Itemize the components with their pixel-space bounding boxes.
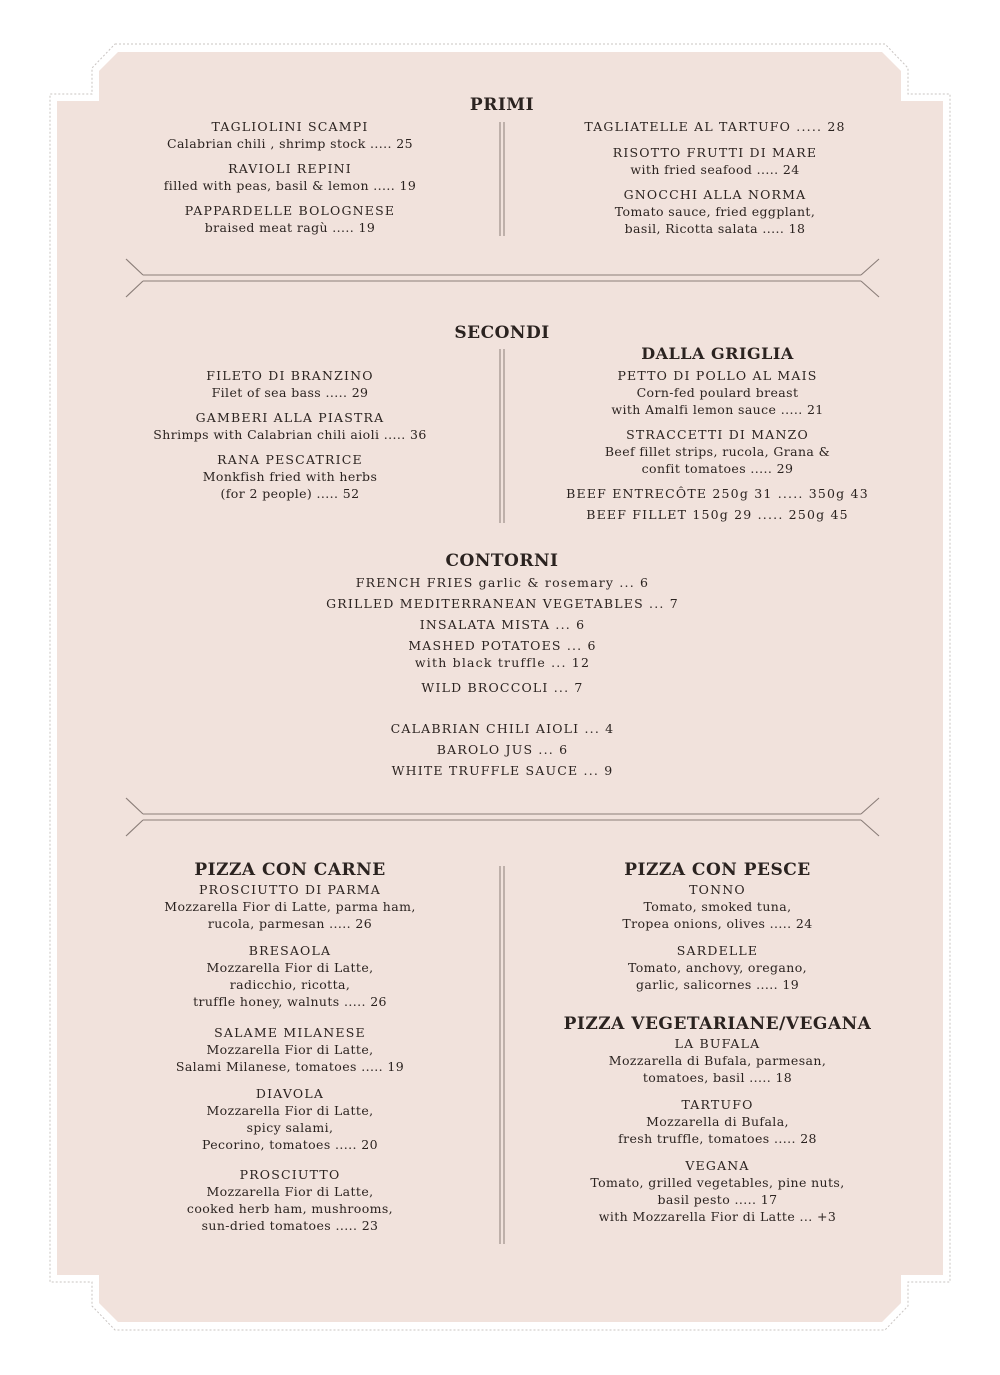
side-dish: FRENCH FRIES garlic & rosemary ... 6 bbox=[355, 575, 650, 590]
side-dish-option: with black truffle ... 12 bbox=[414, 655, 591, 670]
dish-description: Filet of sea bass ..... 29 bbox=[211, 385, 369, 400]
dish-name: FILETO DI BRANZINO bbox=[206, 368, 374, 383]
dish-description: (for 2 people) ..... 52 bbox=[220, 486, 360, 501]
dish-name: RAVIOLI REPINI bbox=[228, 161, 352, 176]
dish-description: Pecorino, tomatoes ..... 20 bbox=[201, 1137, 378, 1152]
dish-description: basil pesto ..... 17 bbox=[657, 1192, 778, 1207]
side-dish: GRILLED MEDITERRANEAN VEGETABLES ... 7 bbox=[326, 596, 679, 611]
dish-description: basil, Ricotta salata ..... 18 bbox=[624, 221, 806, 236]
pizza-carne-column bbox=[115, 860, 465, 1242]
dish-description: Calabrian chili , shrimp stock ..... 25 bbox=[166, 136, 413, 151]
dish-name: BRESAOLA bbox=[248, 943, 332, 958]
primi-title: PRIMI bbox=[469, 95, 535, 115]
dish-name: PROSCIUTTO bbox=[239, 1167, 341, 1182]
pizza-pesce-column bbox=[540, 860, 895, 1233]
dish-name: SALAME MILANESE bbox=[214, 1025, 366, 1040]
sauce: CALABRIAN CHILI AIOLI ... 4 bbox=[390, 721, 615, 736]
sauce: BAROLO JUS ... 6 bbox=[436, 742, 569, 757]
dish-description: Mozzarella Fior di Latte, bbox=[206, 1042, 374, 1057]
dish-description: Mozzarella Fior di Latte, parma ham, bbox=[164, 899, 416, 914]
menu-item bbox=[540, 1035, 895, 1086]
side-dish: MASHED POTATOES ... 6 bbox=[408, 638, 597, 653]
secondi-left-column bbox=[120, 367, 460, 510]
dish-description: garlic, salicornes ..... 19 bbox=[635, 977, 800, 992]
primi-right-column bbox=[545, 118, 885, 245]
dish-description: truffle honey, walnuts ..... 26 bbox=[193, 994, 387, 1009]
dish-description: braised meat ragù ..... 19 bbox=[204, 220, 376, 235]
sauce: WHITE TRUFFLE SAUCE ... 9 bbox=[391, 763, 614, 778]
menu-item bbox=[120, 118, 460, 152]
menu-item bbox=[540, 485, 895, 502]
dish-name: RANA PESCATRICE bbox=[217, 452, 363, 467]
menu-item bbox=[540, 367, 895, 418]
primi-left-column bbox=[120, 118, 460, 244]
dish-description: tomatoes, basil ..... 18 bbox=[642, 1070, 793, 1085]
dish-description: fresh truffle, tomatoes ..... 28 bbox=[618, 1131, 817, 1146]
menu-item bbox=[120, 451, 460, 502]
menu-item bbox=[115, 942, 465, 1010]
menu-item bbox=[540, 1096, 895, 1147]
secondi-title: SECONDI bbox=[454, 323, 550, 343]
menu-item bbox=[115, 1166, 465, 1234]
dish-description: spicy salami, bbox=[246, 1120, 334, 1135]
menu-item bbox=[120, 367, 460, 401]
dish-name: STRACCETTI DI MANZO bbox=[626, 427, 809, 442]
dish-description: Shrimps with Calabrian chili aioli ..... 36 bbox=[153, 427, 427, 442]
dish-description: Mozzarella di Bufala, bbox=[646, 1114, 789, 1129]
menu-item bbox=[540, 881, 895, 932]
dish-name: DIAVOLA bbox=[255, 1086, 325, 1101]
dish-description: sun-dried tomatoes ..... 23 bbox=[201, 1218, 379, 1233]
menu-item bbox=[545, 186, 885, 237]
dish-name: LA BUFALA bbox=[674, 1036, 761, 1051]
pizza-pesce-title: PIZZA CON PESCE bbox=[624, 860, 811, 880]
menu-item bbox=[540, 426, 895, 477]
menu-item bbox=[120, 409, 460, 443]
dish-description: with Mozzarella Fior di Latte ... +3 bbox=[598, 1209, 837, 1224]
dish-description: Tomato, grilled vegetables, pine nuts, bbox=[590, 1175, 845, 1190]
dish-description: cooked herb ham, mushrooms, bbox=[186, 1201, 394, 1216]
menu-item bbox=[540, 1157, 895, 1225]
dish-name: TAGLIATELLE AL TARTUFO ..... 28 bbox=[584, 119, 846, 134]
dish-name: GAMBERI ALLA PIASTRA bbox=[195, 410, 385, 425]
dish-description: Tomato, smoked tuna, bbox=[643, 899, 792, 914]
dish-name: TAGLIOLINI SCAMPI bbox=[211, 119, 369, 134]
dish-description: confit tomatoes ..... 29 bbox=[641, 461, 794, 476]
pizza-carne-title: PIZZA CON CARNE bbox=[194, 860, 386, 880]
side-dish: WILD BROCCOLI ... 7 bbox=[421, 680, 584, 695]
dish-description: Tomato, anchovy, oregano, bbox=[627, 960, 808, 975]
menu-item bbox=[540, 942, 895, 993]
dish-description: Mozzarella di Bufala, parmesan, bbox=[608, 1053, 827, 1068]
menu-item bbox=[540, 506, 895, 523]
menu-item bbox=[545, 144, 885, 178]
dish-description: Mozzarella Fior di Latte, bbox=[206, 1103, 374, 1118]
menu-item bbox=[115, 881, 465, 932]
dish-description: Monkfish fried with herbs bbox=[202, 469, 378, 484]
dish-name: SARDELLE bbox=[676, 943, 759, 958]
dish-name: BEEF FILLET 150g 29 ..... 250g 45 bbox=[586, 507, 849, 522]
dish-description: filled with peas, basil & lemon ..... 19 bbox=[163, 178, 417, 193]
dish-description: radicchio, ricotta, bbox=[229, 977, 351, 992]
contorni-title: CONTORNI bbox=[445, 551, 559, 571]
contorni-list bbox=[200, 574, 805, 779]
dish-name: PAPPARDELLE BOLOGNESE bbox=[184, 203, 396, 218]
dish-name: GNOCCHI ALLA NORMA bbox=[623, 187, 807, 202]
menu-item bbox=[120, 160, 460, 194]
dish-description: with Amalfi lemon sauce ..... 21 bbox=[611, 402, 824, 417]
dish-name: PROSCIUTTO DI PARMA bbox=[198, 882, 382, 897]
dish-description: Beef fillet strips, rucola, Grana & bbox=[604, 444, 831, 459]
dalla-griglia-title: DALLA GRIGLIA bbox=[641, 344, 794, 363]
dish-description: Corn-fed poulard breast bbox=[636, 385, 799, 400]
dish-name: TONNO bbox=[689, 882, 746, 897]
dish-description: Mozzarella Fior di Latte, bbox=[206, 1184, 374, 1199]
menu-item bbox=[120, 202, 460, 236]
menu-item bbox=[115, 1024, 465, 1075]
menu-item bbox=[115, 1085, 465, 1153]
dish-name: RISOTTO FRUTTI DI MARE bbox=[612, 145, 818, 160]
dish-description: Tropea onions, olives ..... 24 bbox=[622, 916, 813, 931]
dish-name: TARTUFO bbox=[681, 1097, 754, 1112]
dish-description: Tomato sauce, fried eggplant, bbox=[614, 204, 816, 219]
menu-item bbox=[545, 118, 885, 135]
secondi-right-column bbox=[540, 344, 895, 531]
dish-description: rucola, parmesan ..... 26 bbox=[207, 916, 373, 931]
dish-name: PETTO DI POLLO AL MAIS bbox=[617, 368, 818, 383]
dish-description: Mozzarella Fior di Latte, bbox=[206, 960, 374, 975]
pizza-veg-title: PIZZA VEGETARIANE/VEGANA bbox=[563, 1014, 872, 1034]
dish-description: with fried seafood ..... 24 bbox=[630, 162, 800, 177]
dish-name: VEGANA bbox=[685, 1158, 750, 1173]
side-dish: INSALATA MISTA ... 6 bbox=[419, 617, 586, 632]
dish-description: Salami Milanese, tomatoes ..... 19 bbox=[175, 1059, 405, 1074]
dish-name: BEEF ENTRECÔTE 250g 31 ..... 350g 43 bbox=[566, 486, 869, 501]
